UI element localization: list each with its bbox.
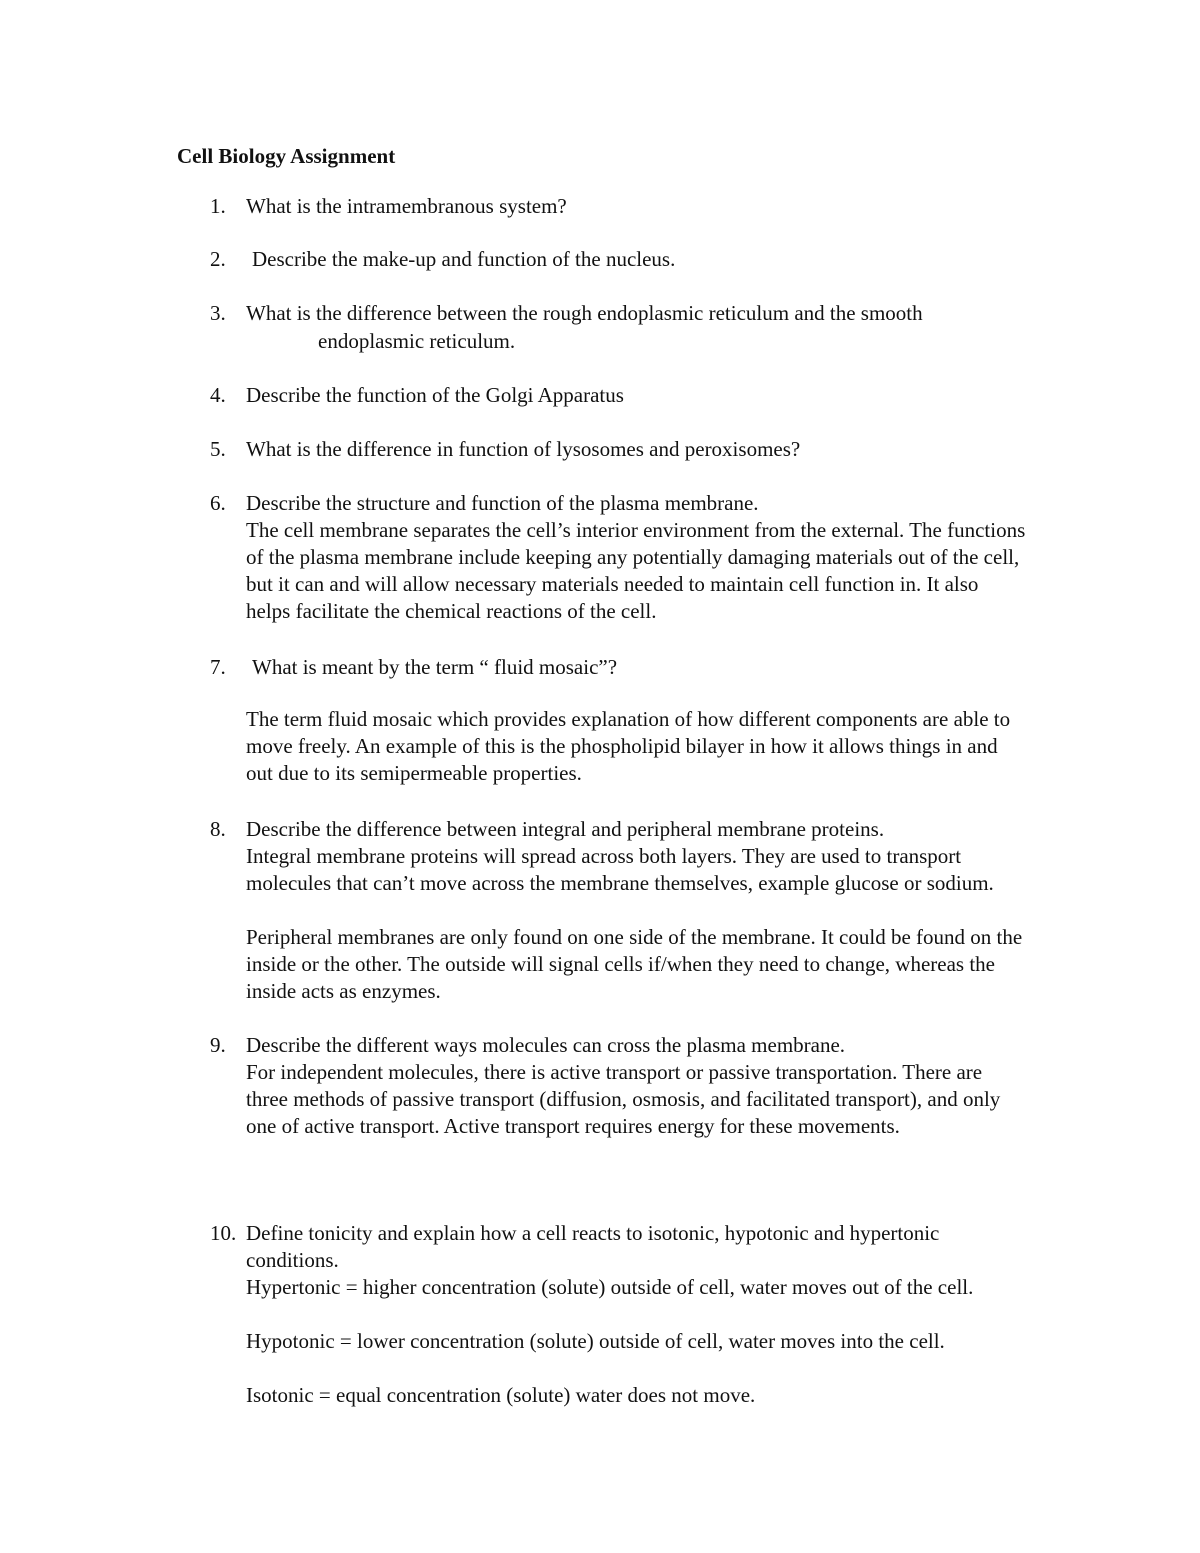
answer-7: The term fluid mosaic which provides explanation of how different components are able to move freely. An example of this is the phospholipid bilayer in how it allows things in and out due to its semipermeable properties. — [246, 707, 1011, 785]
answer-8-peripheral: Peripheral membranes are only found on one side of the membrane. It could be found on the inside or the other. The outside will signal cells if/when they need to change, whereas the inside acts as enzymes. — [246, 925, 1023, 1003]
answer-8-integral: Integral membrane proteins will spread across both layers. They are used to transport molecules that can’t move across the membrane themselves, example glucose or sodium. — [246, 844, 994, 895]
question-text: What is the intramembranous system? — [246, 194, 567, 218]
question-text: What is the difference between the rough endoplasmic reticulum and the smooth — [246, 301, 923, 325]
question-number: 6. — [210, 491, 226, 515]
question-number: 3. — [210, 301, 226, 325]
question-text: Describe the different ways molecules can cross the plasma membrane. — [246, 1033, 846, 1057]
question-number: 9. — [210, 1033, 226, 1057]
question-text: What is meant by the term “ fluid mosaic”? — [252, 655, 618, 679]
answer-10-hypertonic: Hypertonic = higher concentration (solute) outside of cell, water moves out of the cell. — [246, 1275, 974, 1299]
answer-10-hypotonic: Hypotonic = lower concentration (solute) outside of cell, water moves into the cell. — [246, 1329, 945, 1353]
question-text: Describe the structure and function of the plasma membrane. — [246, 491, 759, 515]
question-text: What is the difference in function of lysosomes and peroxisomes? — [246, 437, 801, 461]
question-text: Describe the make-up and function of the nucleus. — [252, 247, 676, 271]
question-number: 4. — [210, 383, 226, 407]
question-number: 7. — [210, 655, 226, 679]
question-text: Define tonicity and explain how a cell reacts to isotonic, hypotonic and hypertonic conditions. — [246, 1221, 940, 1272]
document-title: Cell Biology Assignment — [177, 144, 396, 168]
question-number: 2. — [210, 247, 226, 271]
question-text: Describe the function of the Golgi Apparatus — [246, 383, 624, 407]
answer-6: The cell membrane separates the cell’s interior environment from the external. The functions of the plasma membrane include keeping any potentially damaging materials out of the cell, but it can and will allow necessary materials needed to maintain cell function in. It also helps facilitate the chemical reactions of the cell. — [246, 518, 1026, 623]
answer-10-isotonic: Isotonic = equal concentration (solute) water does not move. — [246, 1383, 756, 1407]
question-number: 10. — [210, 1221, 237, 1245]
question-number: 1. — [210, 194, 226, 218]
question-number: 8. — [210, 817, 226, 841]
answer-9: For independent molecules, there is active transport or passive transportation. There are three methods of passive transport (diffusion, osmosis, and facilitated transport), and only one of active transport. Active transport requires energy for these movements. — [246, 1060, 1001, 1138]
question-3-continuation: endoplasmic reticulum. — [318, 329, 516, 353]
question-text: Describe the difference between integral and peripheral membrane proteins. — [246, 817, 885, 841]
question-number: 5. — [210, 437, 226, 461]
